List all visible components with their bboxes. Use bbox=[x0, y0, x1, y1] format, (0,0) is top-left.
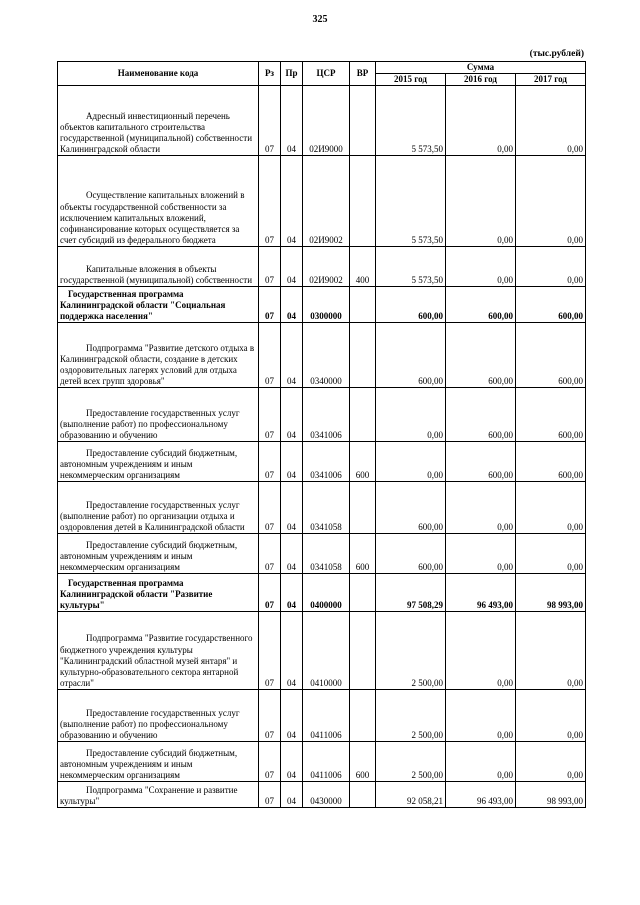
row-pr: 04 bbox=[281, 612, 303, 690]
table-row bbox=[58, 612, 586, 690]
row-rz: 07 bbox=[259, 742, 281, 782]
row-2017: 0,00 bbox=[516, 156, 586, 247]
row-2017: 600,00 bbox=[516, 287, 586, 323]
row-name: Предоставление государственных услуг (выполнение работ) по профессиональному образованию и обучению bbox=[58, 388, 259, 442]
row-2016: 600,00 bbox=[446, 287, 516, 323]
row-2015: 0,00 bbox=[376, 442, 446, 482]
row-name: Государственная программа Калининградской области "Социальная поддержка населения" bbox=[58, 287, 259, 323]
row-vr bbox=[350, 323, 376, 388]
row-csr: 0341006 bbox=[303, 442, 350, 482]
header-2017: 2017 год bbox=[516, 74, 586, 86]
row-2017: 0,00 bbox=[516, 612, 586, 690]
row-rz: 07 bbox=[259, 482, 281, 534]
row-csr: 0340000 bbox=[303, 323, 350, 388]
row-2017: 600,00 bbox=[516, 442, 586, 482]
row-2017: 0,00 bbox=[516, 742, 586, 782]
row-2017: 98 993,00 bbox=[516, 574, 586, 612]
row-pr: 04 bbox=[281, 86, 303, 156]
row-2017: 0,00 bbox=[516, 690, 586, 742]
row-2016: 0,00 bbox=[446, 612, 516, 690]
row-2016: 600,00 bbox=[446, 442, 516, 482]
row-csr: 02И9000 bbox=[303, 86, 350, 156]
row-2017: 98 993,00 bbox=[516, 782, 586, 808]
row-rz: 07 bbox=[259, 612, 281, 690]
row-name: Адресный инвестиционный перечень объектов капитального строительства государственной (муниципальной) собственности Калининградской области bbox=[58, 86, 259, 156]
row-pr: 04 bbox=[281, 782, 303, 808]
table-row bbox=[58, 782, 586, 808]
header-pr: Пр bbox=[281, 62, 303, 86]
row-rz: 07 bbox=[259, 574, 281, 612]
row-2017: 600,00 bbox=[516, 388, 586, 442]
page-number: 325 bbox=[312, 14, 328, 25]
table-row bbox=[58, 482, 586, 534]
row-2015: 600,00 bbox=[376, 534, 446, 574]
row-name: Предоставление государственных услуг (выполнение работ) по профессиональному образованию и обучению bbox=[58, 690, 259, 742]
row-2016: 0,00 bbox=[446, 742, 516, 782]
row-2016: 0,00 bbox=[446, 156, 516, 247]
table-row bbox=[58, 86, 586, 156]
row-name: Предоставление субсидий бюджетным, автономным учреждениям и иным некоммерческим организациям bbox=[58, 534, 259, 574]
row-name: Подпрограмма "Развитие государственного бюджетного учреждения культуры "Калининградский областной музей янтаря" и культурно-образовательного сектора янтарной отрасли" bbox=[58, 612, 259, 690]
row-2015: 0,00 bbox=[376, 388, 446, 442]
row-name: Осуществление капитальных вложений в объекты государственной собственности за исключением капитальных вложений, софинансирование которых осуществляется за счет субсидий из федерального бюджета bbox=[58, 156, 259, 247]
row-2017: 0,00 bbox=[516, 482, 586, 534]
header-2016: 2016 год bbox=[446, 74, 516, 86]
table-row bbox=[58, 323, 586, 388]
table-row bbox=[58, 574, 586, 612]
row-vr bbox=[350, 156, 376, 247]
row-csr: 0411006 bbox=[303, 690, 350, 742]
table-row bbox=[58, 742, 586, 782]
row-rz: 07 bbox=[259, 323, 281, 388]
row-2015: 2 500,00 bbox=[376, 742, 446, 782]
row-vr bbox=[350, 287, 376, 323]
row-vr bbox=[350, 690, 376, 742]
row-vr bbox=[350, 86, 376, 156]
row-pr: 04 bbox=[281, 442, 303, 482]
row-csr: 02И9002 bbox=[303, 156, 350, 247]
row-vr bbox=[350, 388, 376, 442]
row-2015: 600,00 bbox=[376, 323, 446, 388]
row-vr: 600 bbox=[350, 742, 376, 782]
row-2016: 600,00 bbox=[446, 388, 516, 442]
row-name: Предоставление субсидий бюджетным, автономным учреждениям и иным некоммерческим организациям bbox=[58, 742, 259, 782]
row-2015: 600,00 bbox=[376, 287, 446, 323]
header-rz: Рз bbox=[259, 62, 281, 86]
row-pr: 04 bbox=[281, 482, 303, 534]
row-2016: 0,00 bbox=[446, 86, 516, 156]
row-vr: 400 bbox=[350, 247, 376, 287]
row-csr: 0341058 bbox=[303, 482, 350, 534]
row-rz: 07 bbox=[259, 690, 281, 742]
row-2016: 0,00 bbox=[446, 247, 516, 287]
row-csr: 0341058 bbox=[303, 534, 350, 574]
row-pr: 04 bbox=[281, 574, 303, 612]
table-row bbox=[58, 442, 586, 482]
row-vr bbox=[350, 574, 376, 612]
row-2016: 600,00 bbox=[446, 323, 516, 388]
row-rz: 07 bbox=[259, 388, 281, 442]
table-row bbox=[58, 287, 586, 323]
row-rz: 07 bbox=[259, 442, 281, 482]
row-pr: 04 bbox=[281, 156, 303, 247]
row-2015: 2 500,00 bbox=[376, 612, 446, 690]
row-csr: 0410000 bbox=[303, 612, 350, 690]
row-2015: 5 573,50 bbox=[376, 247, 446, 287]
header-row bbox=[58, 62, 586, 74]
row-pr: 04 bbox=[281, 690, 303, 742]
header-sum: Сумма bbox=[376, 62, 586, 74]
row-pr: 04 bbox=[281, 247, 303, 287]
row-pr: 04 bbox=[281, 287, 303, 323]
header-name: Наименование кода bbox=[58, 62, 259, 86]
row-pr: 04 bbox=[281, 742, 303, 782]
row-rz: 07 bbox=[259, 534, 281, 574]
row-csr: 02И9002 bbox=[303, 247, 350, 287]
header-2015: 2015 год bbox=[376, 74, 446, 86]
row-vr bbox=[350, 482, 376, 534]
row-name: Предоставление субсидий бюджетным, автономным учреждениям и иным некоммерческим организациям bbox=[58, 442, 259, 482]
row-2017: 0,00 bbox=[516, 247, 586, 287]
table-row bbox=[58, 534, 586, 574]
row-pr: 04 bbox=[281, 388, 303, 442]
units-label: (тыс.рублей) bbox=[529, 49, 584, 59]
row-2015: 92 058,21 bbox=[376, 782, 446, 808]
table-row bbox=[58, 247, 586, 287]
row-rz: 07 bbox=[259, 247, 281, 287]
row-rz: 07 bbox=[259, 287, 281, 323]
row-2017: 0,00 bbox=[516, 86, 586, 156]
row-2016: 0,00 bbox=[446, 534, 516, 574]
row-2016: 0,00 bbox=[446, 482, 516, 534]
row-rz: 07 bbox=[259, 156, 281, 247]
row-2015: 5 573,50 bbox=[376, 156, 446, 247]
table-row bbox=[58, 388, 586, 442]
row-pr: 04 bbox=[281, 323, 303, 388]
row-rz: 07 bbox=[259, 86, 281, 156]
row-vr: 600 bbox=[350, 534, 376, 574]
row-2015: 97 508,29 bbox=[376, 574, 446, 612]
row-name: Подпрограмма "Развитие детского отдыха в Калининградской области, создание в детских оздоровительных лагерях условий для отдыха детей всех групп здоровья" bbox=[58, 323, 259, 388]
row-csr: 0400000 bbox=[303, 574, 350, 612]
header-vr: ВР bbox=[350, 62, 376, 86]
row-rz: 07 bbox=[259, 782, 281, 808]
table-row bbox=[58, 690, 586, 742]
row-name: Капитальные вложения в объекты государственной (муниципальной) собственности bbox=[58, 247, 259, 287]
row-vr bbox=[350, 782, 376, 808]
row-2016: 96 493,00 bbox=[446, 574, 516, 612]
row-2015: 600,00 bbox=[376, 482, 446, 534]
budget-table bbox=[57, 61, 586, 808]
row-2016: 0,00 bbox=[446, 690, 516, 742]
row-csr: 0430000 bbox=[303, 782, 350, 808]
row-csr: 0341006 bbox=[303, 388, 350, 442]
row-2017: 0,00 bbox=[516, 534, 586, 574]
row-vr bbox=[350, 612, 376, 690]
table-row bbox=[58, 156, 586, 247]
row-2015: 2 500,00 bbox=[376, 690, 446, 742]
row-vr: 600 bbox=[350, 442, 376, 482]
row-csr: 0411006 bbox=[303, 742, 350, 782]
row-name: Подпрограмма "Сохранение и развитие культуры" bbox=[58, 782, 259, 808]
row-name: Предоставление государственных услуг (выполнение работ) по организации отдыха и оздоровления детей в Калининградской области bbox=[58, 482, 259, 534]
row-2017: 600,00 bbox=[516, 323, 586, 388]
row-2015: 5 573,50 bbox=[376, 86, 446, 156]
row-2016: 96 493,00 bbox=[446, 782, 516, 808]
row-name: Государственная программа Калининградской области "Развитие культуры" bbox=[58, 574, 259, 612]
row-pr: 04 bbox=[281, 534, 303, 574]
row-csr: 0300000 bbox=[303, 287, 350, 323]
header-csr: ЦСР bbox=[303, 62, 350, 86]
